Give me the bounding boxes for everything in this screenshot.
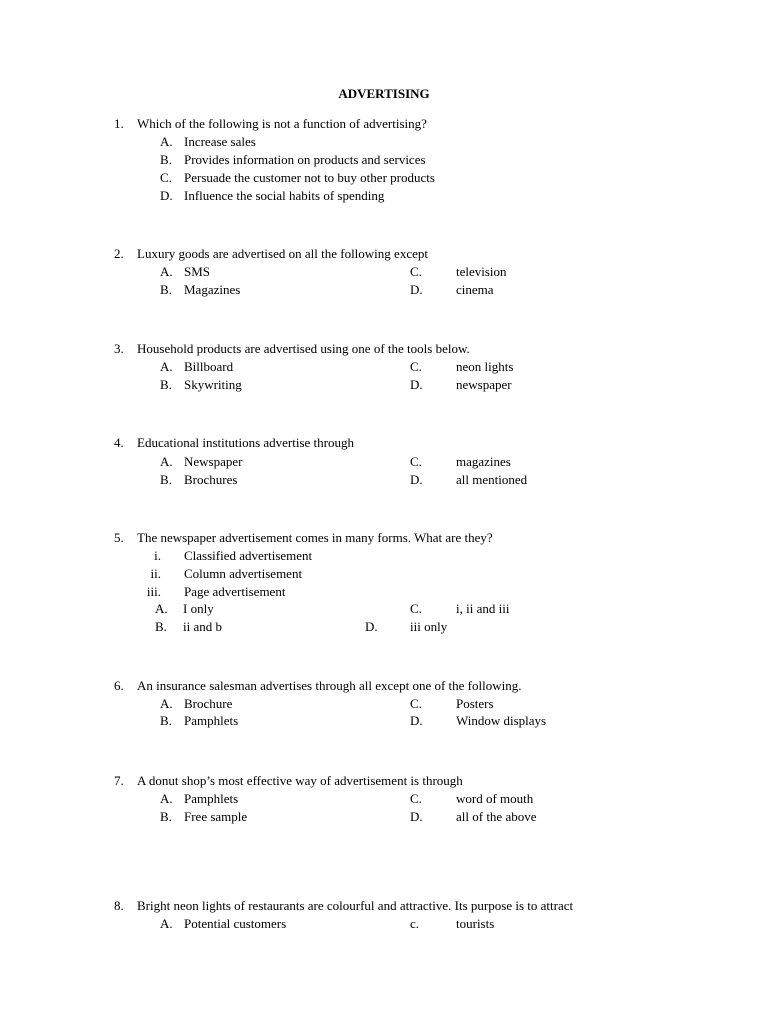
statement-text: Column advertisement [184,566,303,581]
option-text: iii only [410,619,448,634]
option-letter: B. [160,472,172,487]
question-text: Household products are advertised using one of the tools below. [137,341,470,356]
statement-numeral: iii. [146,584,161,599]
option-letter: B. [160,713,172,728]
question-number: 4. [114,435,124,450]
option-text: tourists [456,916,495,931]
question-number: 3. [114,341,124,356]
option-text: Potential customers [184,916,287,931]
option-letter: A. [160,791,173,806]
option-letter: B. [155,619,167,634]
option-text: Magazines [184,282,241,297]
question-number: 5. [114,530,124,545]
option-letter: A. [160,359,173,374]
option-letter: B. [160,282,172,297]
statement-text: Classified advertisement [184,548,313,563]
option-letter: B. [160,152,172,167]
statement-numeral: ii. [150,566,161,581]
option-letter: D. [410,809,423,824]
option-text: ii and b [183,619,222,634]
option-text: Pamphlets [184,791,239,806]
option-text: magazines [456,454,511,469]
question-number: 7. [114,773,124,788]
option-text: Newspaper [184,454,243,469]
option-letter: A. [155,601,168,616]
option-text: Influence the social habits of spending [184,188,385,203]
option-letter: C. [410,359,422,374]
option-text: Increase sales [184,134,256,149]
option-text: all mentioned [456,472,528,487]
option-letter: D. [410,713,423,728]
statement-numeral: i. [154,548,161,563]
option-text: newspaper [456,377,512,392]
option-letter: B. [160,809,172,824]
option-text: Billboard [184,359,234,374]
option-text: Brochure [184,696,233,711]
option-letter: A. [160,134,173,149]
option-text: i, ii and iii [456,601,510,616]
option-text: I only [183,601,214,616]
question-text: Bright neon lights of restaurants are colourful and attractive. Its purpose is to attract [137,898,574,913]
option-letter: A. [160,916,173,931]
option-text: Persuade the customer not to buy other products [184,170,435,185]
option-text: SMS [184,264,211,279]
option-letter: B. [160,377,172,392]
option-letter: A. [160,454,173,469]
option-letter: D. [410,282,423,297]
option-letter: C. [410,696,422,711]
option-text: Pamphlets [184,713,239,728]
statement-text: Page advertisement [184,584,286,599]
option-text: neon lights [456,359,514,374]
question-number: 8. [114,898,124,913]
question-number: 1. [114,116,124,131]
option-text: word of mouth [456,791,534,806]
option-letter: C. [160,170,172,185]
option-letter: C. [410,264,422,279]
option-letter: c. [410,916,420,931]
question-number: 2. [114,246,124,261]
question-text: Educational institutions advertise through [137,435,354,450]
option-text: Provides information on products and services [184,152,426,167]
option-letter: D. [160,188,173,203]
option-letter: D. [410,472,423,487]
question-text: Which of the following is not a function of advertising? [137,116,427,131]
option-text: Skywriting [184,377,242,392]
option-text: all of the above [456,809,537,824]
option-letter: D. [365,619,378,634]
option-text: Posters [456,696,494,711]
option-text: Free sample [184,809,248,824]
page-title: ADVERTISING [338,86,430,101]
question-text: Luxury goods are advertised on all the following except [137,246,428,261]
question-text: A donut shop’s most effective way of advertisement is through [137,773,463,788]
option-letter: D. [410,377,423,392]
option-text: television [456,264,507,279]
option-letter: C. [410,601,422,616]
question-text: An insurance salesman advertises through all except one of the following. [137,678,522,693]
question-number: 6. [114,678,124,693]
option-letter: A. [160,264,173,279]
question-text: The newspaper advertisement comes in many forms. What are they? [137,530,493,545]
option-text: Brochures [184,472,238,487]
option-text: cinema [456,282,494,297]
option-letter: A. [160,696,173,711]
option-letter: C. [410,791,422,806]
option-text: Window displays [456,713,547,728]
option-letter: C. [410,454,422,469]
